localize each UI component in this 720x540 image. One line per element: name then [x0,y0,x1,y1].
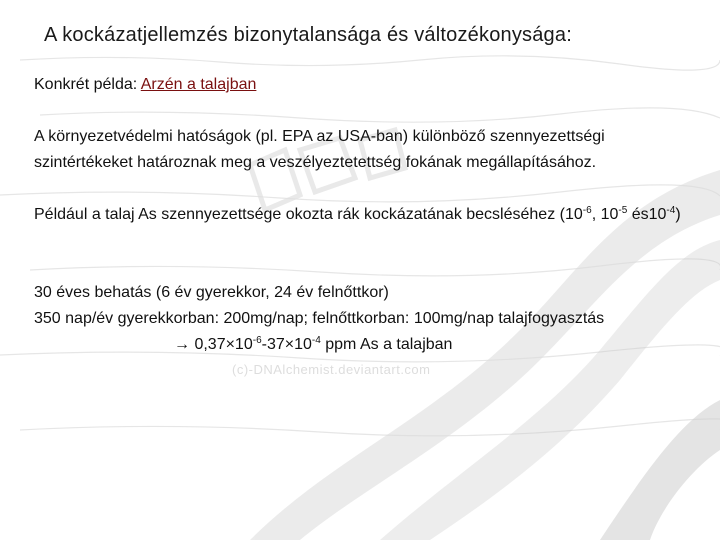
result-suffix: ppm As a talajban [320,336,453,353]
slide-title: A kockázatjellemzés bizonytalansága és változékonysága: [44,24,572,46]
result-exponent-2: -4 [311,335,321,346]
exposure-line-1: 30 éves behatás (6 év gyerekkor, 24 év felnőttkor) [34,284,389,301]
exposure-paragraph [34,280,694,358]
risk-exponent-1: -6 [582,205,592,216]
result-mid: -37×10 [261,336,312,353]
risk-text: Például a talaj As szennyezettsége okozta rák kockázatának becsléséhez (10 [34,206,583,223]
risk-separator-1: , 10 [591,206,619,223]
agency-paragraph: A környezetvédelmi hatóságok (pl. EPA az USA-ban) különböző szennyezettségi szintértékeket határoznak meg a veszélyeztetettség fokának megállapításához. [34,128,605,171]
watermark: (c)-DNAlchemist.deviantart.com [232,362,431,377]
risk-exponent-2: -5 [618,205,628,216]
example-prefix: Konkrét példa: [34,76,141,93]
risk-exponent-3: -4 [666,205,676,216]
result-exponent-1: -6 [252,335,262,346]
risk-paragraph [34,202,694,228]
example-line [34,72,694,98]
risk-end: ) [675,206,681,223]
risk-separator-2: és10 [627,206,667,223]
result-line [34,332,694,358]
exposure-line-2: 350 nap/év gyerekkorban: 200mg/nap; felnőttkorban: 100mg/nap talajfogyasztás [34,310,605,327]
example-highlight: Arzén a talajban [140,76,257,93]
result-prefix: → 0,37×10 [174,336,253,353]
